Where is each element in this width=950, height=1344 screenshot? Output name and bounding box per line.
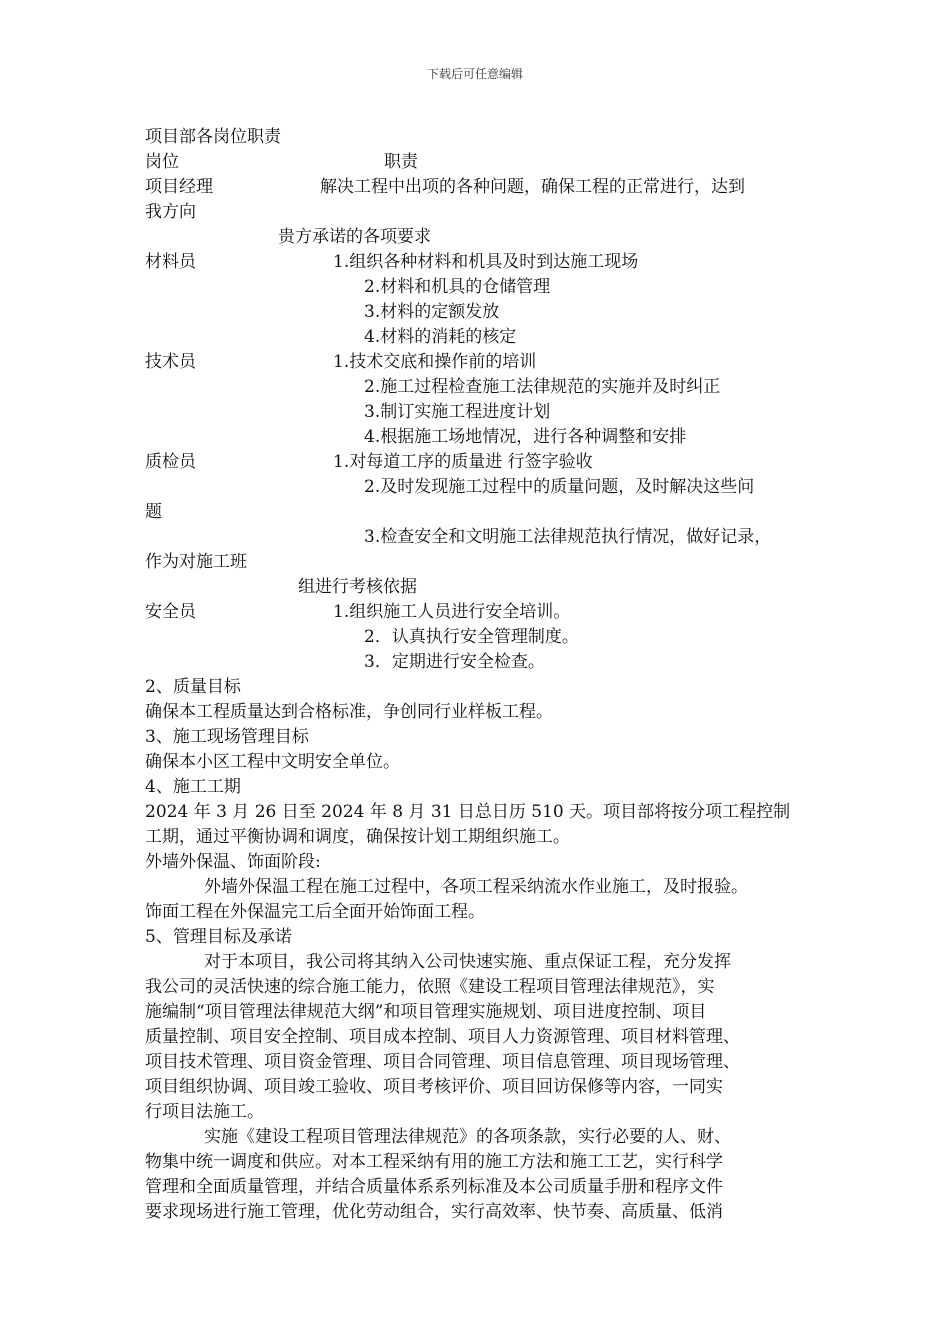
body-text: 对于本项目，我公司将其纳入公司快速实施、重点保证工程，充分发挥 bbox=[204, 952, 731, 972]
body-text: 物集中统一调度和供应。对本工程采纳有用的施工方法和施工工艺，实行科学 bbox=[145, 1152, 723, 1172]
body-text: 工期，通过平衡协调和调度，确保按计划工期组织施工。 bbox=[145, 827, 570, 847]
duty-item: 1.技术交底和操作前的培训 bbox=[333, 352, 537, 372]
body-text: 行项目法施工。 bbox=[145, 1102, 264, 1122]
duty-item: 3.制订实施工程进度计划 bbox=[364, 402, 551, 422]
duty-item: 1.组织施工人员进行安全培训。 bbox=[333, 602, 571, 622]
body-text: 质量控制、项目安全控制、项目成本控制、项目人力资源管理、项目材料管理、 bbox=[145, 1027, 740, 1047]
body-text: 饰面工程在外保温完工后全面开始饰面工程。 bbox=[145, 902, 485, 922]
duty-item: 2.及时发现施工过程中的质量问题，及时解决这些问 bbox=[364, 477, 755, 497]
duty-item: 2．认真执行安全管理制度。 bbox=[364, 627, 579, 647]
body-text: 管理和全面质量管理，并结合质量体系系列标准及本公司质量手册和程序文件 bbox=[145, 1177, 723, 1197]
duty-item: 2.材料和机具的仓储管理 bbox=[364, 277, 551, 297]
body-text: 施编制“项目管理法律规范大纲”和项目管理实施规划、项目进度控制、项目 bbox=[145, 1002, 707, 1022]
role-label: 技术员 bbox=[145, 352, 196, 372]
section-heading: 2、质量目标 bbox=[145, 677, 241, 697]
duty-item: 3.材料的定额发放 bbox=[364, 302, 500, 322]
section-heading: 5、管理目标及承诺 bbox=[145, 927, 292, 947]
body-text: 外墙外保温、饰面阶段: bbox=[145, 852, 321, 872]
duty-item: 作为对施工班 bbox=[145, 552, 247, 572]
duty-item: 1.组织各种材料和机具及时到达施工现场 bbox=[333, 252, 639, 272]
duty-item: 4.材料的消耗的核定 bbox=[364, 327, 517, 347]
page-header: 下载后可任意编辑 bbox=[426, 67, 523, 81]
body-text: 实施《建设工程项目管理法律规范》的各项条款，实行必要的人、财、 bbox=[204, 1127, 731, 1147]
section-heading: 4、施工工期 bbox=[145, 777, 241, 797]
body-text: 我公司的灵活快速的综合施工能力，依照《建设工程项目管理法律规范》，实 bbox=[145, 977, 715, 997]
body-text: 确保本小区工程中文明安全单位。 bbox=[145, 752, 400, 772]
column-header-position: 岗位 bbox=[145, 152, 179, 172]
duty-item: 题 bbox=[145, 502, 162, 522]
duty-item: 2.施工过程检查施工法律规范的实施并及时纠正 bbox=[364, 377, 721, 397]
body-text: 确保本工程质量达到合格标准，争创同行业样板工程。 bbox=[145, 702, 553, 722]
role-label: 质检员 bbox=[145, 452, 196, 472]
body-text: 要求现场进行施工管理，优化劳动组合，实行高效率、快节奏、高质量、低消 bbox=[145, 1202, 723, 1222]
column-header-duty: 职责 bbox=[384, 152, 418, 172]
role-label: 安全员 bbox=[145, 602, 196, 622]
section-title: 项目部各岗位职责 bbox=[145, 127, 281, 147]
duty-item: 3．定期进行安全检查。 bbox=[364, 652, 545, 672]
duty-item: 1.对每道工序的质量进 行签字验收 bbox=[333, 452, 593, 472]
duty-item: 3.检查安全和文明施工法律规范执行情况，做好记录， bbox=[364, 527, 772, 547]
duty-text: 我方向 bbox=[145, 202, 196, 222]
body-text: 外墙外保温工程在施工过程中，各项工程采纳流水作业施工，及时报验。 bbox=[204, 877, 748, 897]
role-label: 项目经理 bbox=[145, 177, 213, 197]
duty-item: 4.根据施工场地情况，进行各种调整和安排 bbox=[364, 427, 687, 447]
duty-text: 解决工程中出项的各种问题，确保工程的正常进行，达到 bbox=[320, 177, 745, 197]
body-text: 项目技术管理、项目资金管理、项目合同管理、项目信息管理、项目现场管理、 bbox=[145, 1052, 740, 1072]
body-text: 项目组织协调、项目竣工验收、项目考核评价、项目回访保修等内容，一同实 bbox=[145, 1077, 723, 1097]
role-label: 材料员 bbox=[145, 252, 196, 272]
body-text: 2024 年 3 月 26 日至 2024 年 8 月 31 日总日历 510 天。项目部将按分项工程控制 bbox=[145, 802, 791, 822]
duty-item: 组进行考核依据 bbox=[298, 577, 417, 597]
duty-text: 贵方承诺的各项要求 bbox=[278, 227, 431, 247]
section-heading: 3、施工现场管理目标 bbox=[145, 727, 309, 747]
